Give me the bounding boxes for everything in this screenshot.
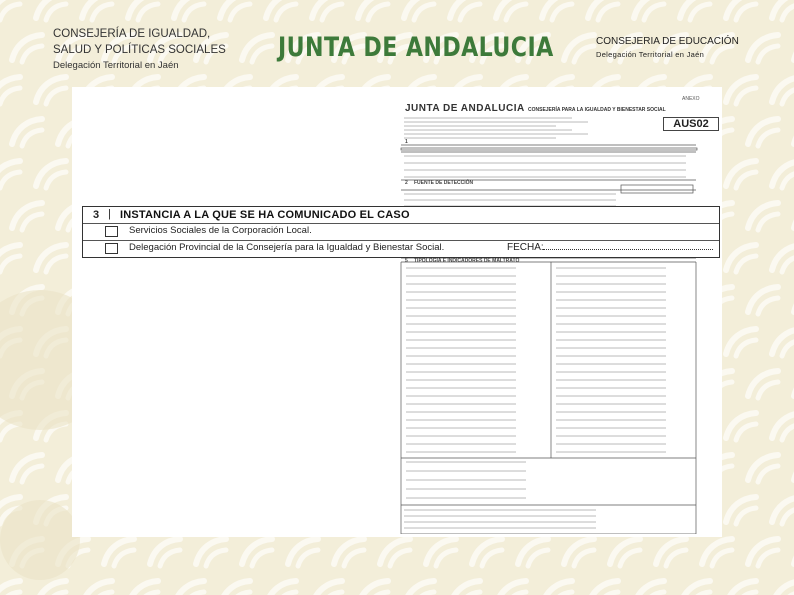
swoosh-mark [680,0,710,20]
swoosh-mark [588,0,618,20]
swoosh-mark [0,0,20,20]
form-section-5-label: TIPOLOGÍA E INDICADORES DE MALTRATO [414,258,520,264]
swoosh-mark [726,497,756,524]
header-education-line2: Delegación Territorial en Jaén [596,50,705,59]
swoosh-mark [472,539,502,566]
swoosh-mark [748,539,778,566]
junta-de-andalucia-logo: JUNTA DE ANDALUCIA [278,32,554,63]
swoosh-mark [542,0,572,20]
swoosh-mark [772,329,794,356]
swoosh-mark [564,539,594,566]
swoosh-mark [772,161,794,188]
swoosh-mark [772,497,794,524]
header-ministry [53,26,226,74]
swoosh-mark [36,0,66,20]
form-code: AUS02 [663,117,719,131]
swoosh-mark [104,539,134,566]
swoosh-mark [174,0,204,20]
swoosh-mark [726,581,756,595]
swoosh-mark [772,0,794,20]
delegacion-provincial-label: Delegación Provincial de la Consejería para la Igualdad y Bienestar Social. [129,242,445,253]
swoosh-mark [564,35,594,62]
swoosh-mark [266,581,296,595]
swoosh-mark [726,329,756,356]
swoosh-mark [772,413,794,440]
section-divider-icon: | [108,208,111,220]
swoosh-mark [266,0,296,20]
swoosh-mark [748,287,778,314]
swoosh-mark [312,581,342,595]
header-education-line1: CONSEJERIA DE EDUCACIÓN [596,36,739,47]
form-title: JUNTA DE ANDALUCIA [405,103,525,114]
swoosh-mark [748,35,778,62]
swoosh-mark [0,245,20,272]
swoosh-mark [656,539,686,566]
swoosh-mark [748,203,778,230]
swoosh-mark [36,77,66,104]
swoosh-mark [450,581,480,595]
swoosh-mark [496,581,526,595]
swoosh-mark [358,0,388,20]
swoosh-mark [748,455,778,482]
form-section-5-number: 5 [405,258,408,264]
form-section-2-number: 2 [405,180,408,186]
form-annex-label: ANEXO [682,96,700,102]
swoosh-mark [726,77,756,104]
swoosh-mark [380,539,410,566]
swoosh-mark [12,119,42,146]
swoosh-mark [772,581,794,595]
swoosh-mark [82,581,112,595]
instance-row-divider-1 [83,223,719,224]
swoosh-mark [772,77,794,104]
corporacion-local-checkbox[interactable] [105,226,118,237]
date-label: FECHA: [507,242,544,253]
header-ministry-line3: Delegación Territorial en Jaén [53,60,179,71]
swoosh-mark [220,581,250,595]
swoosh-mark [748,371,778,398]
header-education [596,35,739,61]
swoosh-mark [518,539,548,566]
delegacion-provincial-checkbox[interactable] [105,243,118,254]
swoosh-mark [404,581,434,595]
swoosh-mark [726,161,756,188]
swoosh-mark [726,413,756,440]
instance-section-title: INSTANCIA A LA QUE SE HA COMUNICADO EL CASO [120,209,410,221]
swoosh-mark [0,161,20,188]
swoosh-mark [772,245,794,272]
swoosh-mark [404,0,434,20]
swoosh-mark [588,581,618,595]
swoosh-mark [634,581,664,595]
swoosh-mark [36,161,66,188]
swoosh-mark [634,0,664,20]
swoosh-mark [726,0,756,20]
swoosh-mark [242,35,272,62]
swoosh-mark [128,0,158,20]
swoosh-mark [334,539,364,566]
swoosh-mark [128,581,158,595]
swoosh-mark [358,581,388,595]
swoosh-mark [242,539,272,566]
instance-row-divider-2 [83,240,719,241]
form-section-2-label: FUENTE DE DETECCIÓN [414,180,474,186]
swoosh-mark [220,0,250,20]
scanned-form [396,90,722,534]
swoosh-mark [12,203,42,230]
swoosh-mark [450,0,480,20]
swoosh-mark [36,245,66,272]
swoosh-mark [12,35,42,62]
swoosh-mark [680,581,710,595]
swoosh-mark [0,581,20,595]
swoosh-mark [610,539,640,566]
swoosh-mark [12,455,42,482]
swoosh-mark [702,539,732,566]
swoosh-mark [174,581,204,595]
swoosh-mark [196,539,226,566]
swoosh-mark [312,0,342,20]
instance-section-number: 3 [93,209,100,221]
header-ministry-line1: CONSEJERÍA DE IGUALDAD, [53,28,211,40]
instance-section [82,206,720,258]
header-ministry-line2: SALUD Y POLÍTICAS SOCIALES [53,44,226,56]
corporacion-local-label: Servicios Sociales de la Corporación Local. [129,225,312,236]
swoosh-mark [542,581,572,595]
swoosh-mark [426,539,456,566]
swoosh-mark [36,581,66,595]
swoosh-mark [496,0,526,20]
swoosh-mark [0,77,20,104]
form-section-1-number: 1 [405,139,408,145]
swoosh-mark [726,245,756,272]
swoosh-mark [748,119,778,146]
swoosh-mark [150,539,180,566]
swoosh-mark [82,0,112,20]
date-field[interactable] [543,249,713,250]
swoosh-mark [288,539,318,566]
form-subtitle: CONSEJERÍA PARA LA IGUALDAD Y BIENESTAR SOCIAL [528,107,666,113]
